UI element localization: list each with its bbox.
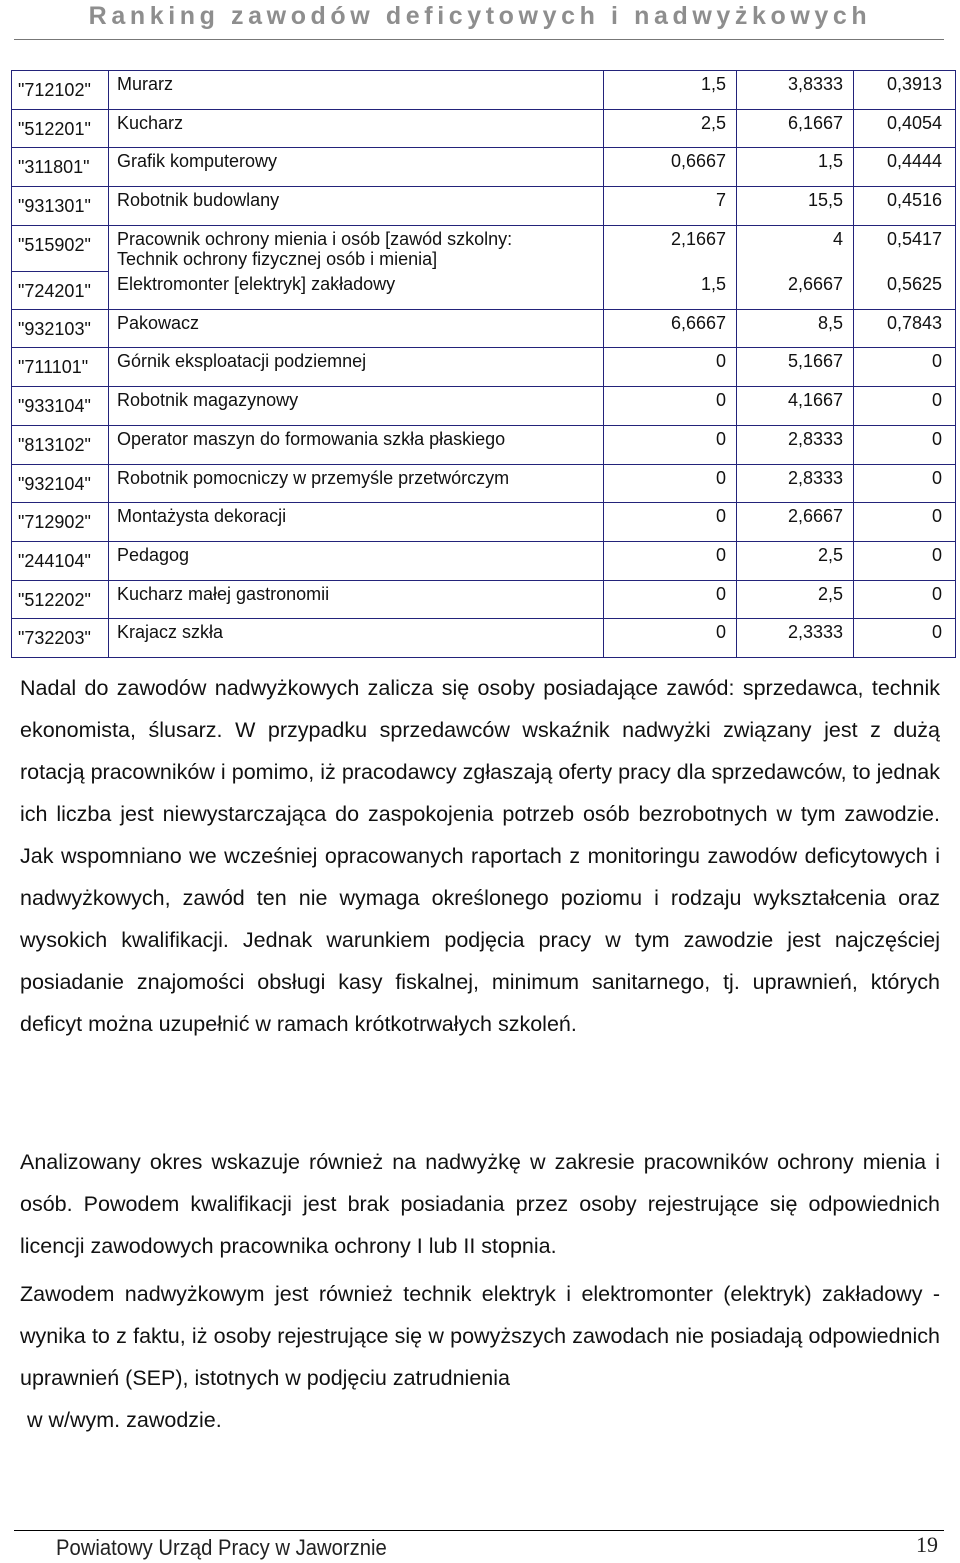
ratio-value: 0,4516 [854, 187, 956, 226]
occupation-name: Grafik komputerowy [109, 148, 604, 187]
value-col-2: 15,5 [737, 187, 854, 226]
ratio-value: 0,3913 [854, 71, 956, 110]
value-col-2: 2,5 [737, 580, 854, 619]
table-row [12, 541, 956, 580]
ratio-value: 0 [854, 348, 956, 387]
value-col-2: 3,8333 [737, 71, 854, 110]
value-col-1: 1,5 [604, 71, 737, 110]
ratio-value: 0 [854, 503, 956, 542]
ratio-value: 0,4444 [854, 148, 956, 187]
table-row [12, 580, 956, 619]
table-row [12, 503, 956, 542]
value-col-2: 6,1667 [737, 109, 854, 148]
occupation-name: Robotnik budowlany [109, 187, 604, 226]
value-col-1: 7 [604, 187, 737, 226]
value-col-2: 5,1667 [737, 348, 854, 387]
ratio-value: 0 [854, 464, 956, 503]
occupation-name [109, 225, 604, 271]
paragraph-electricians: Zawodem nadwyżkowym jest również technik elektryk i elektromonter (elektryk) zakładowy - wynika to z faktu, iż osoby rejestrujące się w powyższych zawodach nie posiadają odpowiednich uprawnień (SEP), istotnych w podjęciu zatrudnienia [20, 1282, 940, 1390]
value-col-2: 4,1667 [737, 387, 854, 426]
value-col-1: 0 [604, 503, 737, 542]
table-row [12, 464, 956, 503]
value-col-2: 2,3333 [737, 619, 854, 658]
ratio-value: 0,4054 [854, 109, 956, 148]
ratio-value: 0,7843 [854, 309, 956, 348]
ratio-value: 0 [854, 619, 956, 658]
value-col-1: 1,5 [604, 271, 737, 309]
table-row [12, 225, 956, 271]
value-col-2: 2,5 [737, 541, 854, 580]
occupation-name-line2: Technik ochrony fizycznej osób i mienia] [117, 248, 438, 269]
value-col-1: 0 [604, 425, 737, 464]
ratio-value: 0 [854, 541, 956, 580]
ratio-value: 0,5625 [854, 271, 956, 309]
ratio-value: 0 [854, 580, 956, 619]
occupation-code: "732203" [12, 619, 109, 658]
occupation-name: Operator maszyn do formowania szkła płaskiego [109, 425, 604, 464]
header-rule [14, 39, 944, 40]
paragraph-sellers: Nadal do zawodów nadwyżkowych zalicza się osoby posiadające zawód: sprzedawca, technik ekonomista, ślusarz. W przypadku sprzedawców wskaźnik nadwyżki związany jest z dużą rotacją pracowników i pomimo, iż pracodawcy zgłaszają oferty pracy dla sprzedawców, to jednak ich liczba jest niewystarczająca do zaspokojenia potrzeb osób bezrobotnych w tym zawodzie. Jak wspomniano we wcześniej opracowanych raportach z monitoringu zawodów deficytowych i nadwyżkowych, zawód ten nie wymaga określonego poziomu i rodzaju wykształcenia oraz wysokich kwalifikacji. Jednak warunkiem podjęcia pracy w tym zawodzie jest najczęściej posiadanie znajomości obsługi kasy fiskalnej, minimum sanitarnego, tj. uprawnień, których deficyt można uzupełnić w ramach krótkotrwałych szkoleń. [20, 676, 940, 1036]
occupation-code: "711101" [12, 348, 109, 387]
occupation-name: Murarz [109, 71, 604, 110]
occupation-name: Krajacz szkła [109, 619, 604, 658]
occupation-name: Pakowacz [109, 309, 604, 348]
occupation-code: "512201" [12, 109, 109, 148]
table-row [12, 148, 956, 187]
table-row [12, 71, 956, 110]
value-col-1: 0 [604, 541, 737, 580]
value-col-2: 8,5 [737, 309, 854, 348]
footer-organization: Powiatowy Urząd Pracy w Jaworznie [56, 1535, 387, 1560]
paragraph-electricians-end: w w/wym. zawodzie. [27, 1408, 222, 1432]
value-col-1: 0 [604, 387, 737, 426]
table-row [12, 425, 956, 464]
value-col-1: 0 [604, 348, 737, 387]
value-col-2: 2,6667 [737, 271, 854, 309]
occupation-name-line1: Pracownik ochrony mienia i osób [zawód szkolny: [117, 228, 513, 249]
value-col-1: 6,6667 [604, 309, 737, 348]
occupation-code: "712102" [12, 71, 109, 110]
value-col-1: 0 [604, 580, 737, 619]
ratio-value: 0 [854, 387, 956, 426]
table-row [12, 109, 956, 148]
table-row [12, 271, 956, 309]
value-col-2: 2,6667 [737, 503, 854, 542]
occupation-name: Montażysta dekoracji [109, 503, 604, 542]
occupation-name: Pedagog [109, 541, 604, 580]
occupation-code: "512202" [12, 580, 109, 619]
page-header-title: Ranking zawodów deficytowych i nadwyżkowych [88, 2, 872, 30]
table-row [12, 619, 956, 658]
occupation-name: Robotnik pomocniczy w przemyśle przetwórczym [109, 464, 604, 503]
occupation-code: "311801" [12, 148, 109, 187]
value-col-1: 2,1667 [604, 225, 737, 271]
occupation-code: "724201" [12, 271, 109, 309]
value-col-2: 2,8333 [737, 425, 854, 464]
occupation-name: Górnik eksploatacji podziemnej [109, 348, 604, 387]
ratio-value: 0,5417 [854, 225, 956, 271]
occupation-code: "932103" [12, 309, 109, 348]
table-row [12, 187, 956, 226]
table-row [12, 387, 956, 426]
occupation-code: "712902" [12, 503, 109, 542]
occupation-name: Elektromonter [elektryk] zakładowy [109, 271, 604, 309]
paragraph-security-staff: Analizowany okres wskazuje również na nadwyżkę w zakresie pracowników ochrony mienia i osób. Powodem kwalifikacji jest brak posiadania przez osoby rejestrujące się odpowiednich licencji zawodowych pracownika ochrony I lub II stopnia. [20, 1150, 940, 1258]
value-col-2: 1,5 [737, 148, 854, 187]
value-col-1: 0 [604, 619, 737, 658]
occupation-name: Kucharz [109, 109, 604, 148]
occupation-name: Kucharz małej gastronomii [109, 580, 604, 619]
table-row [12, 348, 956, 387]
occupation-code: "933104" [12, 387, 109, 426]
occupation-ranking-table [11, 70, 956, 658]
table-row [12, 309, 956, 348]
ratio-value: 0 [854, 425, 956, 464]
occupation-code: "515902" [12, 225, 109, 271]
occupation-code: "932104" [12, 464, 109, 503]
value-col-1: 2,5 [604, 109, 737, 148]
value-col-1: 0 [604, 464, 737, 503]
footer-rule [14, 1530, 944, 1531]
value-col-2: 2,8333 [737, 464, 854, 503]
occupation-code: "244104" [12, 541, 109, 580]
occupation-code: "931301" [12, 187, 109, 226]
occupation-code: "813102" [12, 425, 109, 464]
value-col-2: 4 [737, 225, 854, 271]
value-col-1: 0,6667 [604, 148, 737, 187]
page-number: 19 [916, 1532, 938, 1557]
occupation-name: Robotnik magazynowy [109, 387, 604, 426]
